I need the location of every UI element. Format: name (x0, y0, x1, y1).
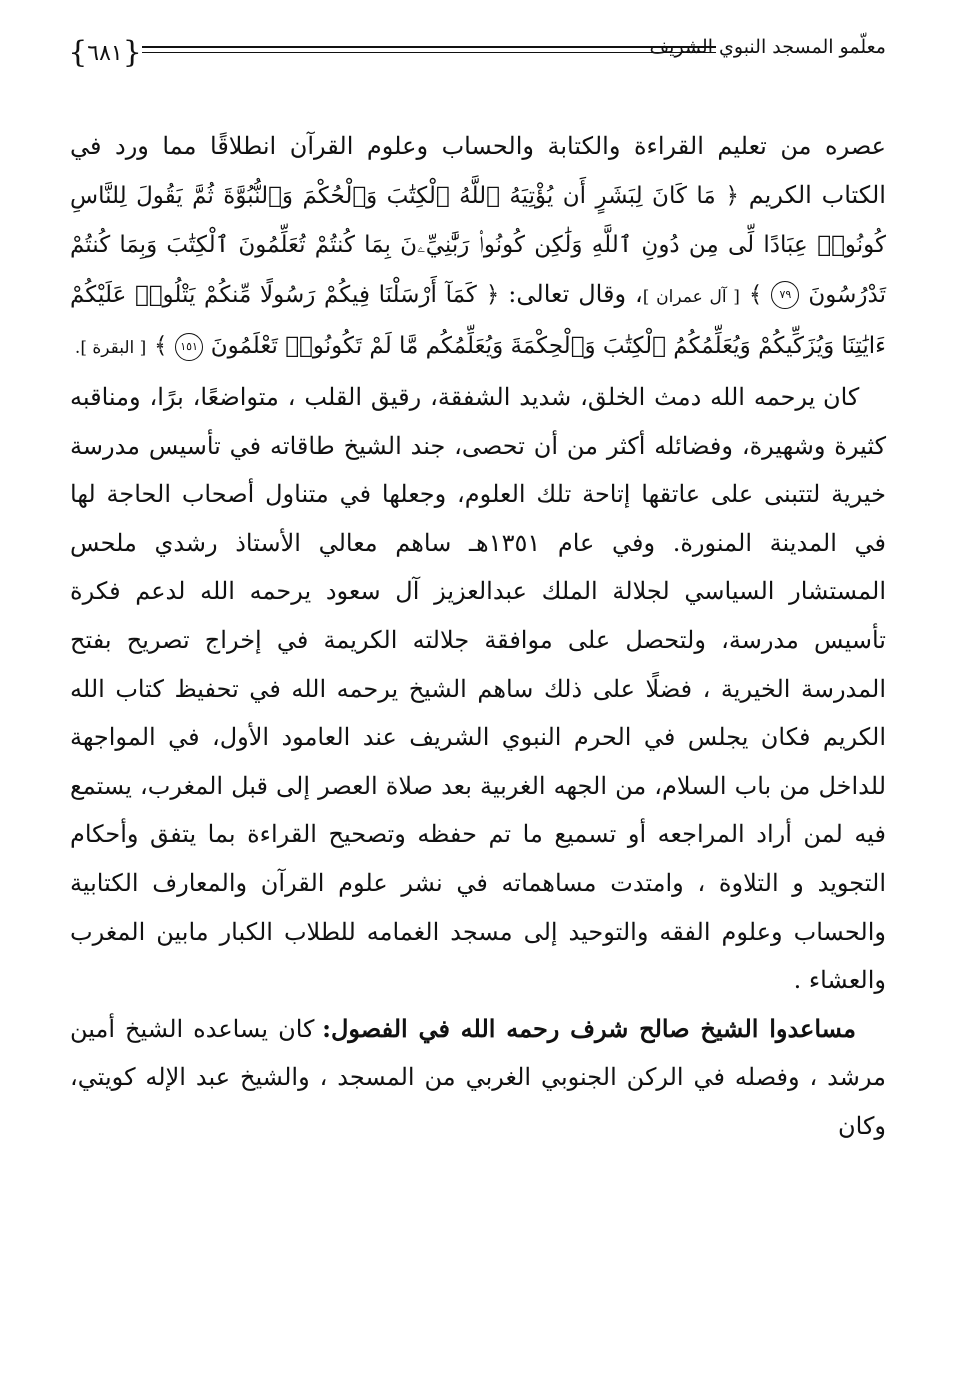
paragraph-3 (70, 1005, 886, 1151)
quran-bracket-open-2: ﴿ (485, 281, 500, 308)
brace-left: { (68, 35, 88, 70)
quran-bracket-close-2: ﴾ (153, 333, 168, 360)
page-header (70, 34, 886, 74)
ayah-number-1: ٧٩ (771, 281, 799, 309)
p3-text: كان يساعده الشيخ أمين مرشد ، وفصله في الركن الجنوبي الغربي من المسجد ، والشيخ عبد الإله كويتي، وكان (70, 1014, 886, 1140)
page-number-text: ٦٨١ (87, 40, 123, 66)
running-title: معلّمو المسجد النبوي الشريف (649, 36, 886, 58)
paragraph-2 (70, 373, 886, 1005)
brace-right: } (122, 35, 142, 70)
p1-line2-prefix: الكريم (748, 180, 812, 209)
p2-text: كان يرحمه الله دمث الخلق، شديد الشفقة، رقيق القلب ، متواضعًا، برًا، ومناقبه كثيرة وشهيرة، وفضائله أكثر من أن تحصى، جند الشيخ طاقاته في تأسيس مدرسة خيرية لتتبنى على عاتقها إتاحة تلك العلوم، وجعلها في متناول أصحاب الحاجة لها في المدينة المنورة. وفي عام ١٣٥١هـ ساهم معالي الأستاذ رشدي ملحس المستشار السياسي لجلالة الملك عبدالعزيز آل سعود يرحمه الله لدعم فكرة تأسيس مدرسة، ولتحصل على موافقة جلالته الكريمة في إخراج تصريح بفتح المدرسة الخيرية ، فضلًا على ذلك ساهم الشيخ يرحمه الله في تحفيظ كتاب الله الكريم فكان يجلس في الحرم النبوي الشريف عند العامود الأول، في المواجهة للداخل من باب السلام، من الجهه الغربية بعد صلاة العصر إلى قبل المغرب، يستمع فيه لمن أراد المراجعه أو تسميع ما تم حفظه وتصحيح القراءة بما يتفق وأحكام التجويد و التلاوة ، وامتدت مساهماته في نشر علوم القرآن والمعارف الكتابية والحساب وعلوم الفقه والتوحيد إلى مسجد الغمامه للطلاب الكبار مابين المغرب والعشاء . (70, 382, 887, 995)
header-rule (142, 46, 716, 53)
p1-line1: عصره من تعليم القراءة والكتابة والحساب وعلوم القرآن انطلاقًا مما ورد في الكتاب (70, 132, 886, 209)
surah-reference-1: [ آل عمران ] (642, 286, 740, 307)
surah-reference-2: [ البقرة ]. (74, 338, 147, 359)
ayah-2-part-2: ءَايَٰتِنَا وَيُزَكِّيكُمْ وَيُعَلِّمُكُمُ ٱلْكِتَٰبَ وَٱلْحِكْمَةَ وَيُعَلِّمُكُم مَّا لَمْ تَكُونُوا۟ تَعْلَمُونَ (210, 333, 886, 360)
page-number (70, 34, 140, 72)
paragraph-1 (70, 122, 886, 373)
connector-text: ، وقال تعالى: (508, 279, 643, 308)
quran-bracket-open-1: ﴿ (725, 182, 739, 209)
p3-bold-lead: مساعدوا الشيخ صالح شرف رحمه الله في الفصول: (322, 1013, 856, 1043)
ayah-2-part-1: كَمَآ أَرْسَلْنَا فِيكُمْ رَسُولًا مِّنكُمْ يَتْلُوا۟ عَلَيْكُمْ (70, 281, 477, 308)
ayah-1-part-2: عِبَادًا لِّى مِن دُونِ ٱللَّهِ وَلَٰكِن كُونُوا۟ رَبَّٰنِيِّۦنَ بِمَا كُنتُمْ تُعَلِّمُونَ ٱلْكِتَٰبَ وَبِمَا كُنتُمْ تَدْرُسُونَ (70, 232, 886, 308)
page-body (70, 122, 886, 1150)
ayah-1-part-1: مَا كَانَ لِبَشَرٍ أَن يُؤْتِيَهُ ٱللَّهُ ٱلْكِتَٰبَ وَٱلْحُكْمَ وَٱلنُّبُوَّةَ ثُمَّ يَقُولَ لِلنَّاسِ كُونُوا۟ (70, 182, 886, 259)
quran-bracket-close-1: ﴾ (748, 281, 763, 308)
ayah-number-2: ١٥١ (175, 333, 203, 361)
